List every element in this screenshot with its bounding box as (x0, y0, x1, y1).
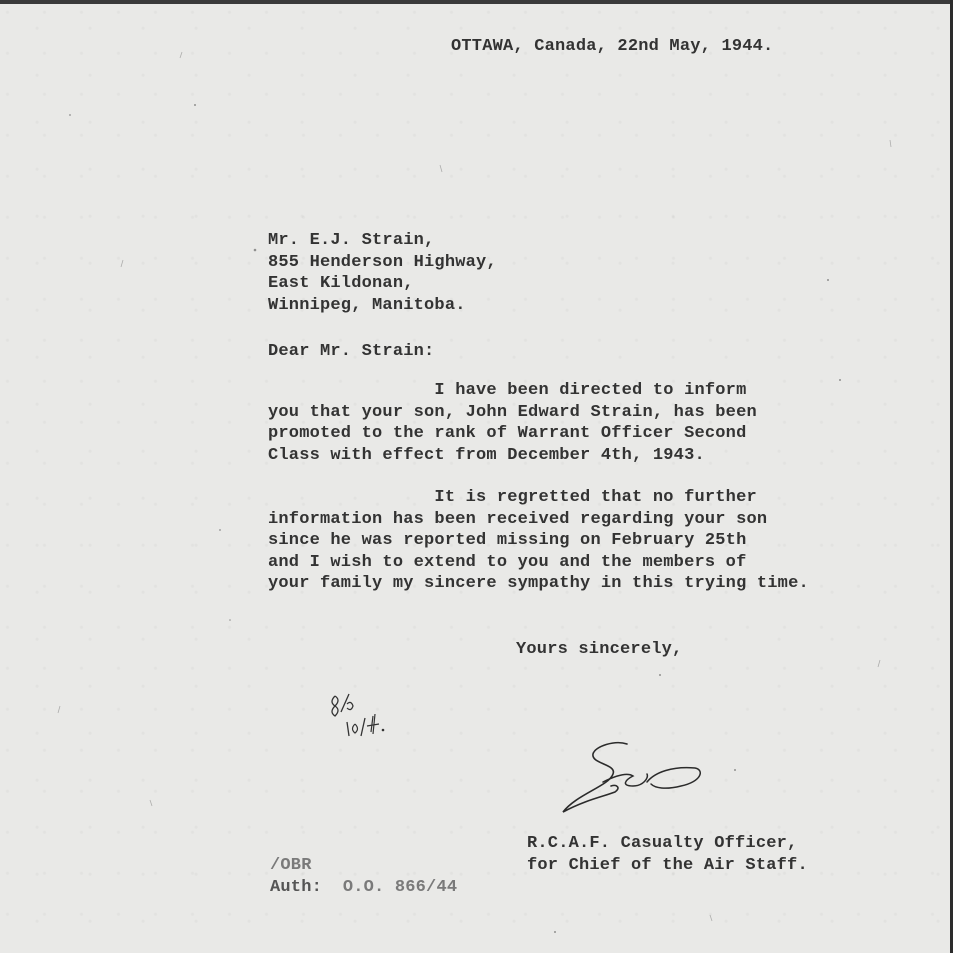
handwritten-note (325, 688, 395, 743)
signature-title (527, 833, 808, 876)
closing: Yours sincerely, (516, 640, 683, 659)
authority-label: Auth: (270, 877, 323, 897)
salutation: Dear Mr. Strain: (268, 342, 435, 361)
signature-line: R.C.A.F. Casualty Officer, (527, 834, 798, 853)
letter-dateline: OTTAWA, Canada, 22nd May, 1944. (451, 37, 774, 56)
recipient-line: Mr. E.J. Strain, (268, 231, 435, 250)
reference-block (270, 855, 457, 898)
paragraph-line: you that your son, John Edward Strain, has been (268, 402, 757, 422)
paragraph-line: and I wish to extend to you and the members of (268, 552, 747, 572)
paragraph-line: Class with effect from December 4th, 1943. (268, 445, 705, 465)
recipient-address (268, 230, 497, 316)
paragraph-line: I have been directed to inform (268, 381, 747, 400)
paragraph-line: It is regretted that no further (268, 488, 757, 507)
paragraph-line: promoted to the rank of Warrant Officer Second (268, 424, 747, 443)
signature-line: for Chief of the Air Staff. (527, 855, 808, 875)
recipient-line: 855 Henderson Highway, (268, 252, 497, 272)
authority-value: O.O. 866/44 (342, 877, 458, 897)
typist-initials: /OBR (270, 856, 312, 875)
scan-top-edge (0, 0, 953, 4)
paragraph-line: your family my sincere sympathy in this trying time. (268, 574, 809, 593)
paragraph-sympathy (268, 487, 809, 595)
paragraph-line: since he was reported missing on February 25th (268, 531, 747, 550)
paragraph-promotion (268, 380, 757, 466)
recipient-line: Winnipeg, Manitoba. (268, 295, 466, 315)
authority-line (270, 877, 457, 899)
recipient-line: East Kildonan, (268, 274, 414, 293)
paragraph-line: information has been received regarding your son (268, 509, 768, 529)
signature (555, 738, 710, 818)
